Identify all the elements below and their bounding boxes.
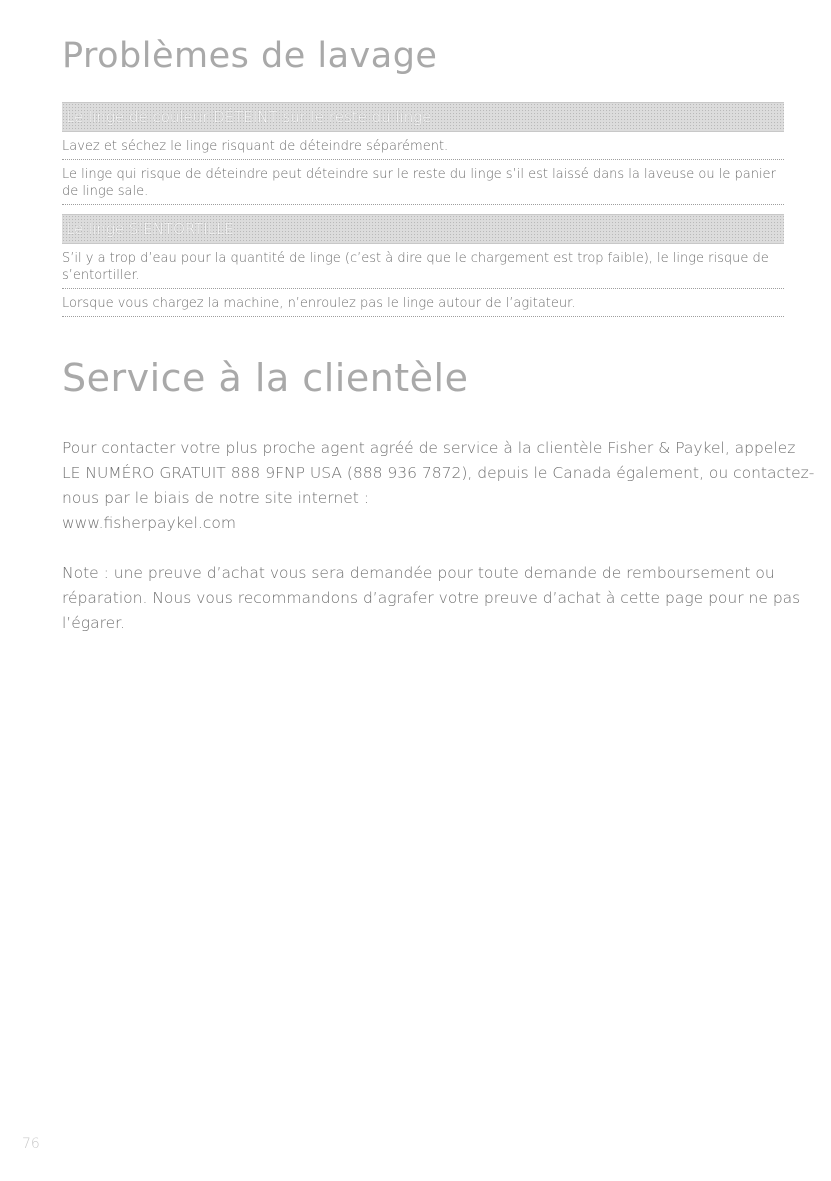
- note-paragraph: [62, 561, 801, 636]
- problem-heading: Le linge de couleur DÉTEINT sur le reste du linge: [66, 108, 432, 126]
- solution-row: Lavez et séchez le linge risquant de déteindre séparément.: [62, 136, 784, 160]
- text-line: l’égarer.: [62, 614, 126, 632]
- section-title-washing-problems: Problèmes de lavage: [62, 36, 438, 76]
- website-link[interactable]: www.fisherpaykel.com: [62, 514, 236, 532]
- text-line: Pour contacter votre plus proche agent agréé de service à la clientèle Fisher & Paykel, appelez: [62, 439, 796, 457]
- text-line: Note : une preuve d’achat vous sera demandée pour toute demande de remboursement ou: [62, 564, 775, 582]
- problem-heading: Le linge S’ENTORTILLE: [66, 220, 234, 238]
- problem-heading-band: [62, 102, 784, 132]
- solution-row: S’il y a trop d’eau pour la quantité de linge (c’est à dire que le chargement est trop faible), le linge risque de s’entortiller.: [62, 248, 784, 289]
- solution-row: Le linge qui risque de déteindre peut déteindre sur le reste du linge s’il est laissé dans la laveuse ou le panier de linge sale.: [62, 164, 784, 205]
- solution-row: Lorsque vous chargez la machine, n’enroulez pas le linge autour de l’agitateur.: [62, 293, 784, 317]
- page-number: 76: [22, 1136, 40, 1152]
- problem-heading-band: [62, 214, 784, 244]
- problem-tangling: [62, 214, 784, 321]
- text-line: réparation. Nous vous recommandons d’agrafer votre preuve d’achat à cette page pour ne pas: [62, 589, 801, 607]
- section-title-customer-service: Service à la clientèle: [62, 356, 469, 400]
- service-contact-paragraph: [62, 436, 815, 536]
- text-line: nous par le biais de notre site internet :: [62, 489, 370, 507]
- text-line: LE NUMÉRO GRATUIT 888 9FNP USA (888 936 7872), depuis le Canada également, ou contactez-: [62, 464, 815, 482]
- problem-color-bleed: [62, 102, 784, 209]
